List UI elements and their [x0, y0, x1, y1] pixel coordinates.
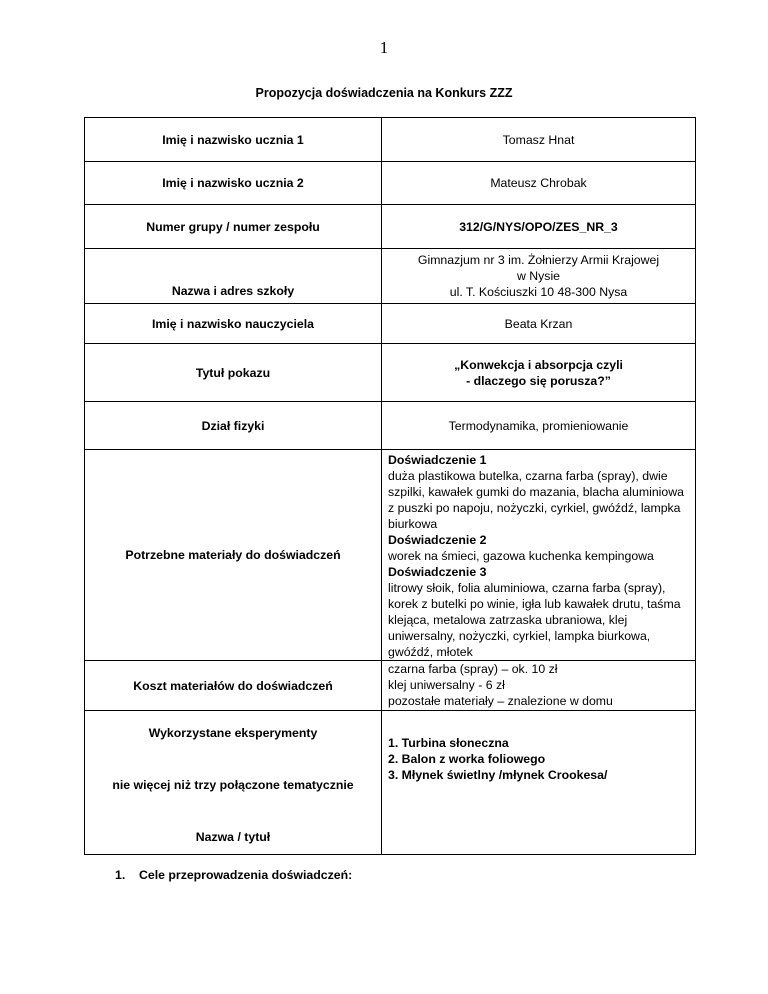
materials-label: Potrzebne materiały do doświadczeń [85, 450, 382, 661]
row-cost [85, 661, 696, 711]
materials-value [382, 450, 696, 661]
row-student-1 [85, 118, 696, 162]
experiment-item-3: 3. Młynek świetlny /młynek Crookesa/ [388, 768, 608, 782]
cost-line-paint: czarna farba (spray) – ok. 10 zł [388, 662, 558, 676]
row-physics-area [85, 402, 696, 450]
school-address: ul. T. Kościuszki 10 48-300 Nysa [449, 285, 628, 299]
experiment-item-1: 1. Turbina słoneczna [388, 736, 509, 750]
group-number-label: Numer grupy / numer zespołu [85, 205, 382, 249]
cost-line-other: pozostałe materiały – znalezione w domu [388, 694, 613, 708]
group-number-value: 312/G/NYS/OPO/ZES_NR_3 [382, 205, 696, 249]
row-school [85, 249, 696, 304]
student-2-label: Imię i nazwisko ucznia 2 [85, 162, 382, 205]
row-show-title [85, 344, 696, 402]
school-city: w Nysie [516, 269, 561, 283]
page-number: 1 [379, 38, 389, 57]
cost-value [382, 661, 696, 711]
physics-area-value: Termodynamika, promieniowanie [382, 402, 696, 450]
show-title-line-2: - dlaczego się porusza?” [466, 373, 611, 388]
show-title-line-1: „Konwekcja i absorpcja czyli [454, 357, 623, 372]
experiments-label-limit: nie więcej niż trzy połączone tematycznie [112, 778, 354, 792]
row-teacher [85, 304, 696, 344]
experiment-2-heading: Doświadczenie 2 [388, 533, 487, 547]
teacher-label: Imię i nazwisko nauczyciela [85, 304, 382, 344]
teacher-value: Beata Krzan [382, 304, 696, 344]
section-goals-text: Cele przeprowadzenia doświadczeń: [139, 868, 353, 882]
experiment-3-heading: Doświadczenie 3 [388, 565, 487, 579]
experiments-label-main: Wykorzystane eksperymenty [148, 726, 318, 740]
row-student-2 [85, 162, 696, 205]
experiments-label [85, 711, 382, 855]
section-goals-number: 1. [115, 868, 126, 882]
school-value [382, 249, 696, 304]
row-experiments [85, 711, 696, 855]
experiments-label-name: Nazwa / tytuł [195, 830, 271, 844]
experiment-1-heading: Doświadczenie 1 [388, 453, 487, 467]
document-title: Propozycja doświadczenia na Konkurs ZZZ [255, 86, 513, 100]
experiment-3-materials: litrowy słoik, folia aluminiowa, czarna farba (spray), korek z butelki po winie, igła lub kawałek drutu, taśma klejąca, metalowa zatrzaska ubraniowa, klej uniwersalny, nożyczki, cyrkiel, lampka biurkowa, gwóźdź, młotek [388, 581, 681, 659]
student-1-value: Tomasz Hnat [382, 118, 696, 162]
experiment-1-materials: duża plastikowa butelka, czarna farba (spray), dwie szpilki, kawałek gumki do mazania, blacha aluminiowa z puszki po napoju, nożyczki, cyrkiel, gwóźdź, lampka biurkowa [388, 469, 684, 531]
student-2-value: Mateusz Chrobak [382, 162, 696, 205]
cost-line-glue: klej uniwersalny - 6 zł [388, 678, 505, 692]
school-label: Nazwa i adres szkoły [85, 249, 382, 304]
show-title-value [382, 344, 696, 402]
student-1-label: Imię i nazwisko ucznia 1 [85, 118, 382, 162]
section-goals-heading [115, 868, 352, 882]
row-group-number [85, 205, 696, 249]
show-title-label: Tytuł pokazu [85, 344, 382, 402]
physics-area-label: Dział fizyki [85, 402, 382, 450]
school-name: Gimnazjum nr 3 im. Żołnierzy Armii Krajowej [417, 253, 660, 267]
row-materials [85, 450, 696, 661]
experiment-item-2: 2. Balon z worka foliowego [388, 752, 546, 766]
experiments-value [382, 711, 696, 855]
experiment-2-materials: worek na śmieci, gazowa kuchenka kempingowa [388, 549, 654, 563]
proposal-form-table [84, 117, 696, 855]
cost-label: Koszt materiałów do doświadczeń [85, 661, 382, 711]
